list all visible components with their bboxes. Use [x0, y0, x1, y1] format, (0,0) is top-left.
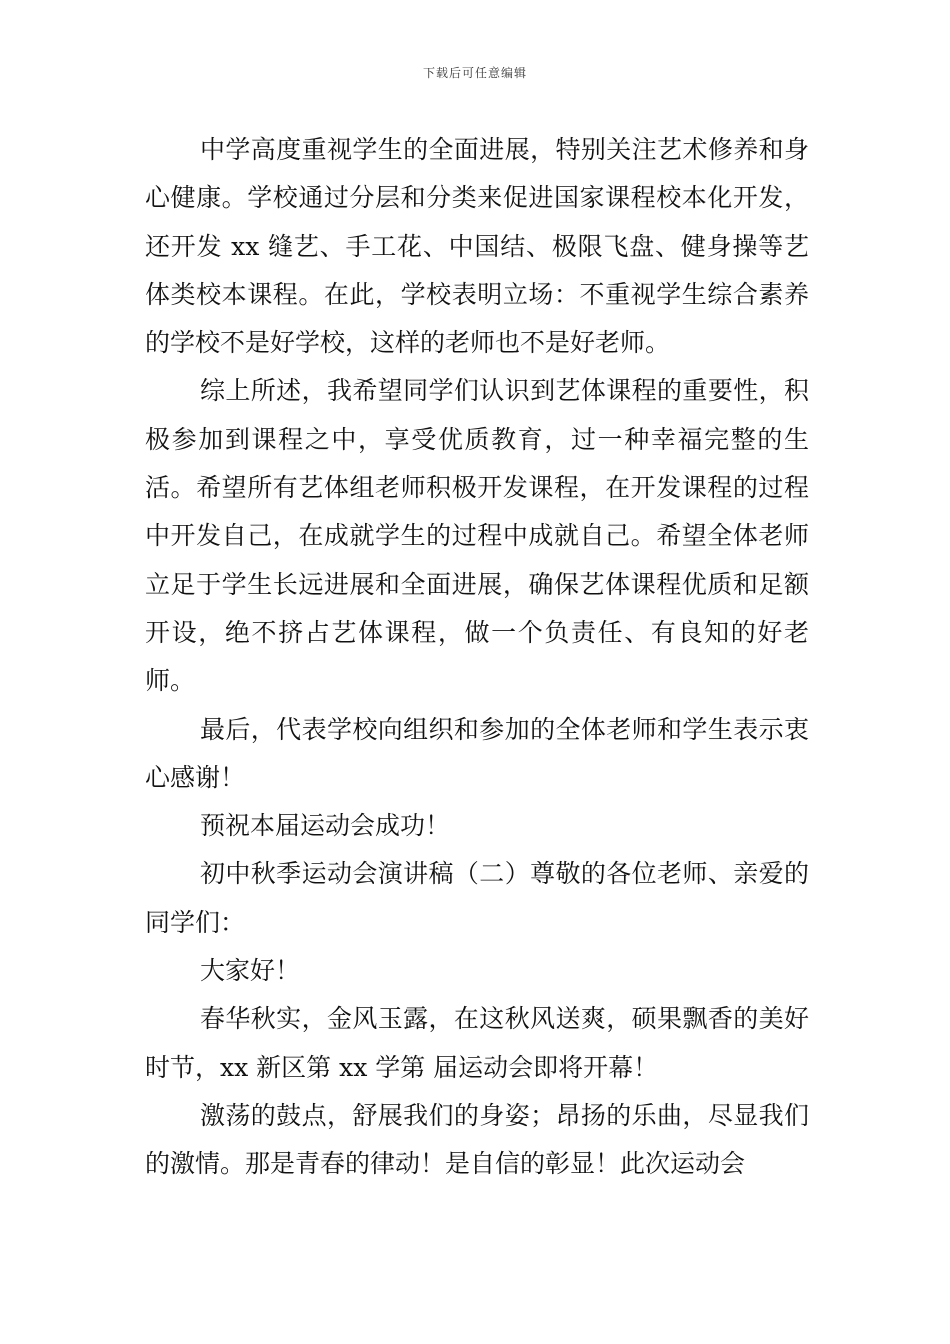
paragraph-school-arts-policy: 中学高度重视学生的全面进展，特别关注艺术修养和身心健康。学校通过分层和分类来促进国家课程校本化开发，还开发 xx 缝艺、手工花、中国结、极限飞盘、健身操等艺体类校本课程。在此，学校表明立场：不重视学生综合素养的学校不是好学校，这样的老师也不是好老师。	[145, 135, 809, 358]
paragraph-thanks: 最后，代表学校向组织和参加的全体老师和学生表示衷心感谢！	[145, 714, 809, 792]
paragraph-wish-success: 预祝本届运动会成功！	[200, 811, 451, 841]
paragraph-drums-passion: 激荡的鼓点，舒展我们的身姿；昂扬的乐曲，尽显我们的激情。那是青春的律动！是自信的彰显！此次运动会	[145, 1100, 809, 1179]
paragraph-greeting: 大家好！	[200, 956, 301, 986]
document-body	[145, 126, 809, 1189]
paragraph-summary-hopes: 综上所述，我希望同学们认识到艺体课程的重要性，积极参加到课程之中，享受优质教育，过一种幸福完整的生活。希望所有艺体组老师积极开发课程，在开发课程的过程中开发自己，在成就学生的过程中成就自己。希望全体老师立足于学生长远进展和全面进展，确保艺体课程优质和足额开设，绝不挤占艺体课程，做一个负责任、有良知的好老师。	[145, 376, 809, 696]
paragraph-autumn-opening: 春华秋实，金风玉露，在这秋风送爽，硕果飘香的美好时节，xx 新区第 xx 学第 届运动会即将开幕！	[145, 1004, 809, 1082]
page-header-note: 下载后可任意编辑	[422, 66, 527, 80]
paragraph-speech-two-title: 初中秋季运动会演讲稿（二）尊敬的各位老师、亲爱的同学们：	[145, 859, 809, 937]
